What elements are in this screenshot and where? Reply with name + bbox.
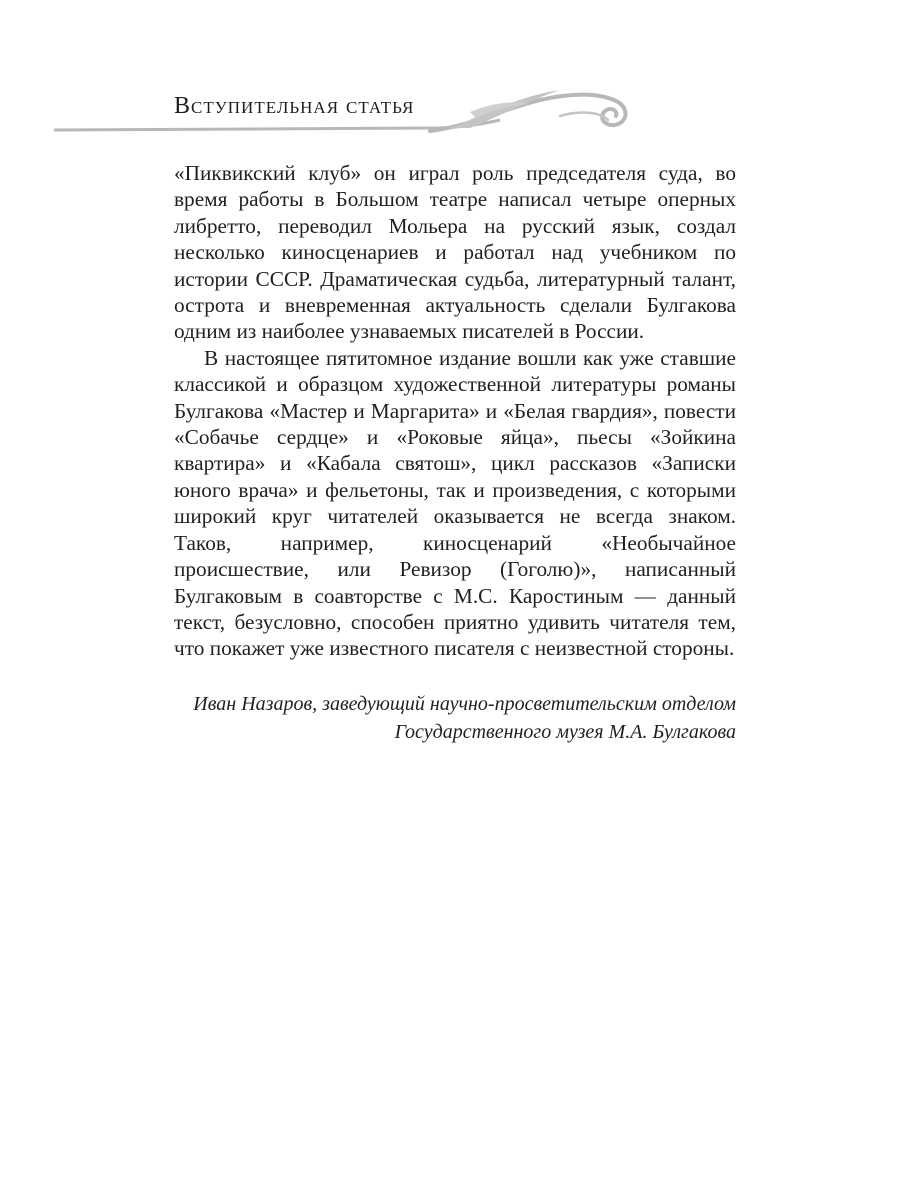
paragraph-1: «Пиквикский клуб» он играл роль председателя суда, во время работы в Большом театре написал четыре оперных либретто, переводил Мольера на русский язык, создал несколько киносценариев и работал над учебником по истории СССР. Драматическая судьба, литературный талант, острота и вневременная актуальность сделали Булгакова одним из наиболее узнаваемых писателей в России. bbox=[174, 161, 736, 344]
header-rule bbox=[54, 120, 500, 130]
section-title: Вступительная статья bbox=[174, 93, 415, 119]
page-header bbox=[0, 0, 900, 140]
header-ornament bbox=[0, 0, 900, 140]
signature-line-2: Государственного музея М.А. Булгакова bbox=[394, 721, 736, 743]
article-body bbox=[174, 160, 736, 662]
ornament-leaf bbox=[450, 90, 560, 128]
paragraph-2: В настоящее пятитомное издание вошли как уже ставшие классикой и образцом художественной литературы романы Булгакова «Мастер и Маргарита» и «Белая гвардия», повести «Собачье сердце» и «Роковые яйца», пьесы «Зойкина квартира» и «Кабала святош», цикл рассказов «Записки юного врача» и фельетоны, так и произведения, с которыми широкий круг читателей оказывается не всегда знаком. Таков, например, киносценарий «Необычайное происшествие, или Ревизор (Гоголю)», написанный Булгаковым в соавторстве с М.С. Каростиным — данный текст, безусловно, способен приятно удивить читателя тем, что покажет уже известного писателя с неизвестной стороны. bbox=[174, 345, 736, 661]
author-signature bbox=[174, 690, 736, 746]
signature-line-1: Иван Назаров, заведующий научно-просветительским отделом bbox=[193, 693, 736, 715]
